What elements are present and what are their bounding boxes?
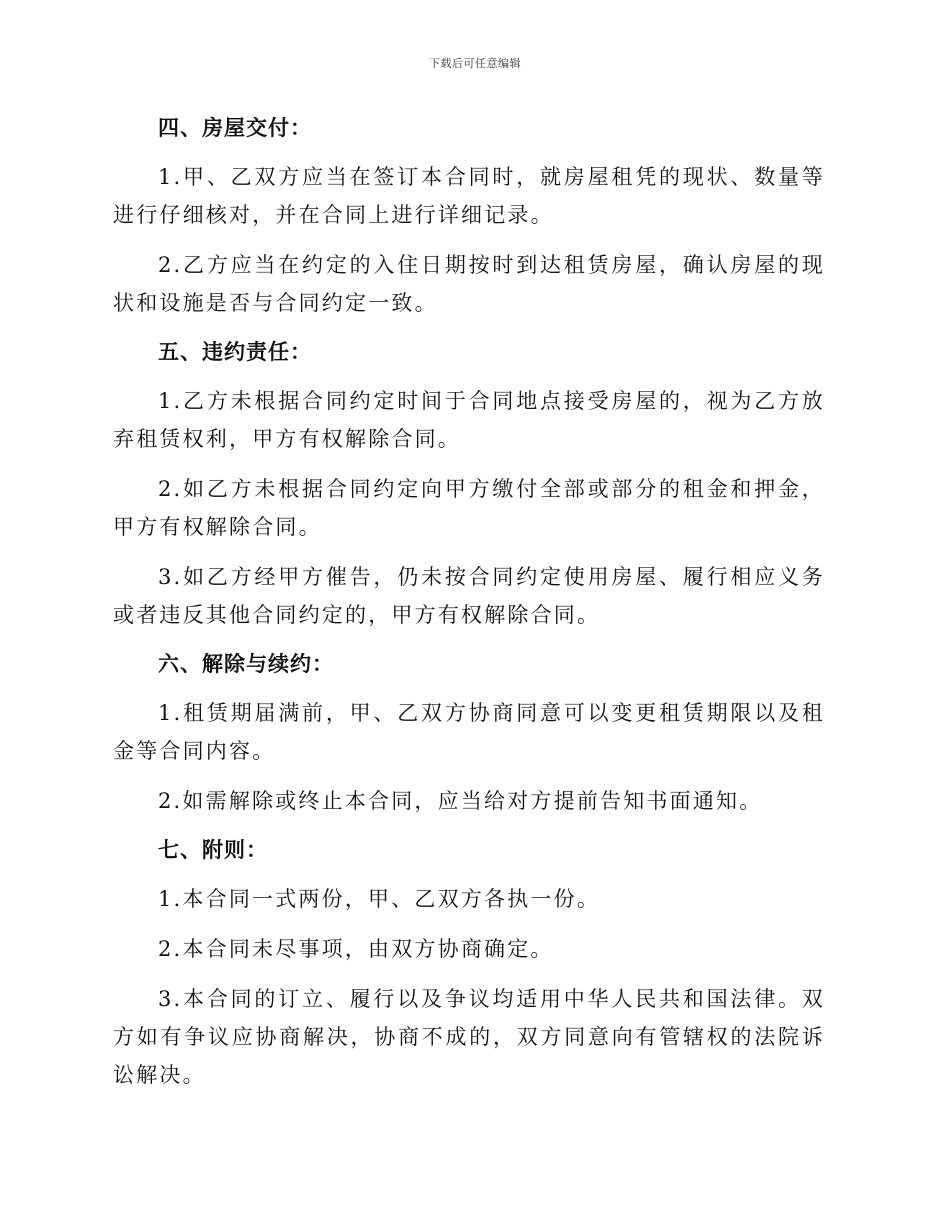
- paragraph: 2.本合同未尽事项，由双方协商确定。: [158, 937, 554, 961]
- paragraph: 2.乙方应当在约定的入住日期按时到达租赁房屋，确认房屋的现状和设施是否与合同约定一致。: [113, 253, 825, 315]
- section-heading-termination: 六、解除与续约：: [158, 651, 334, 676]
- paragraph: 1.甲、乙双方应当在签订本合同时，就房屋租凭的现状、数量等进行仔细核对，并在合同上进行详细记录。: [113, 165, 825, 227]
- section-heading-supplementary: 七、附则：: [158, 837, 268, 862]
- paragraph: 2.如需解除或终止本合同，应当给对方提前告知书面通知。: [158, 789, 763, 813]
- page-header-note: 下载后可任意编辑: [429, 57, 521, 70]
- paragraph: 1.乙方未根据合同约定时间于合同地点接受房屋的，视为乙方放弃租赁权利，甲方有权解除合同。: [113, 389, 825, 451]
- section-heading-liability: 五、违约责任：: [158, 339, 312, 364]
- paragraph: 1.本合同一式两份，甲、乙双方各执一份。: [158, 887, 601, 911]
- paragraph: 3.如乙方经甲方催告，仍未按合同约定使用房屋、履行相应义务或者违反其他合同约定的，甲方有权解除合同。: [113, 565, 825, 627]
- document-body: [113, 110, 825, 1106]
- section-heading-delivery: 四、房屋交付：: [158, 115, 312, 140]
- paragraph: 2.如乙方未根据合同约定向甲方缴付全部或部分的租金和押金，甲方有权解除合同。: [113, 477, 825, 539]
- paragraph: 1.租赁期届满前，甲、乙双方协商同意可以变更租赁期限以及租金等合同内容。: [113, 701, 825, 763]
- paragraph: 3.本合同的订立、履行以及争议均适用中华人民共和国法律。双方如有争议应协商解决，协商不成的，双方同意向有管辖权的法院诉讼解决。: [113, 987, 825, 1087]
